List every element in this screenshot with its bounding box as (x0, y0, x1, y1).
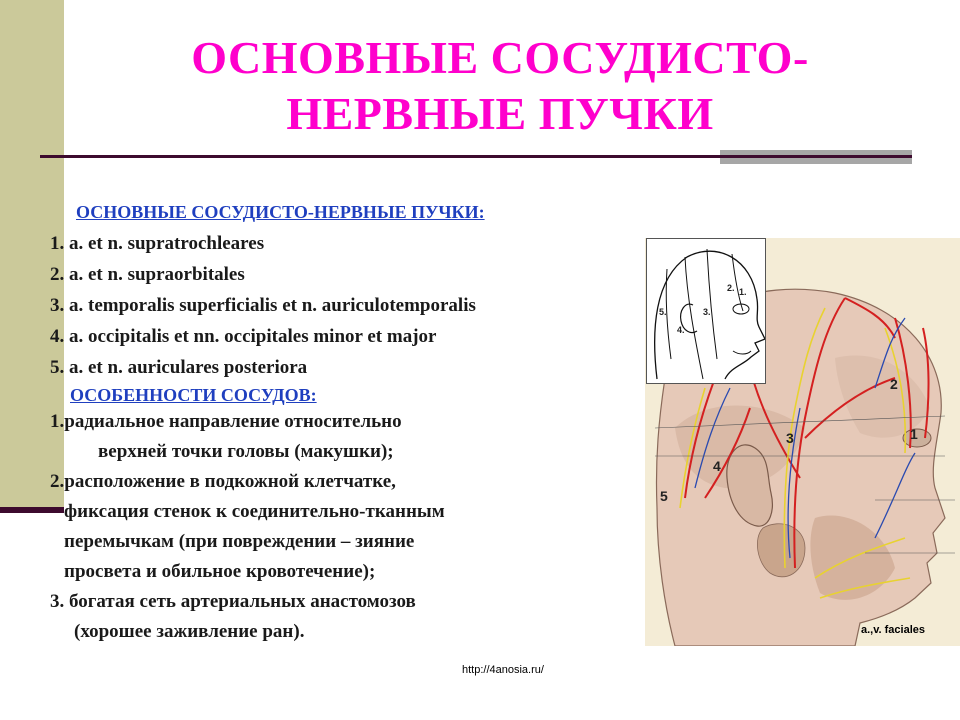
inset-label-2: 2. (727, 283, 735, 293)
inset-label-4: 4. (677, 325, 685, 335)
figure-label-2: 2 (890, 376, 898, 392)
feature-line-6: просвета и обильное кровотечение); (64, 561, 376, 582)
title-line-2: НЕРВНЫЕ ПУЧКИ (286, 88, 714, 139)
feature-line-4: фиксация стенок к соединительно-тканным (64, 501, 445, 522)
bundles-heading: ОСНОВНЫЕ СОСУДИСТО-НЕРВНЫЕ ПУЧКИ: (76, 202, 485, 222)
figure-label-3: 3 (786, 430, 794, 446)
bundle-item-5: 5. a. et n. auriculares posteriora (50, 357, 308, 378)
feature-line-5: перемычкам (при повреждении – зияние (64, 531, 415, 552)
title-rule-overlay (720, 155, 912, 158)
bundle-item-3: 3. a. temporalis superficialis et n. auriculotemporalis (50, 295, 476, 316)
feature-line-1: 1.радиальное направление относительно (50, 411, 402, 432)
feature-line-3: 2.расположение в подкожной клетчатке, (50, 471, 396, 492)
source-url: http://4anosia.ru/ (462, 664, 544, 676)
figure-label-4: 4 (713, 458, 721, 474)
inset-label-5: 5. (659, 307, 667, 317)
title-line-1: ОСНОВНЫЕ СОСУДИСТО- (191, 32, 809, 83)
feature-line-2: верхней точки головы (макушки); (98, 441, 394, 462)
slide-content (50, 200, 660, 647)
bundle-item-4: 4. a. occipitalis et nn. occipitales minor et major (50, 326, 437, 347)
bundle-item-2: 2. a. et n. supraorbitales (50, 264, 245, 285)
feature-line-7: 3. богатая сеть артериальных анастомозов (50, 591, 416, 612)
slide-title (100, 30, 900, 142)
figure-label-5: 5 (660, 488, 668, 504)
feature-line-8: (хорошее заживление ран). (74, 621, 305, 642)
bundle-item-1: 1. a. et n. supratrochleares (50, 233, 265, 254)
inset-label-3: 3. (703, 307, 711, 317)
features-heading: ОСОБЕННОСТИ СОСУДОВ: (70, 385, 317, 405)
inset-label-1: 1. (739, 287, 747, 297)
inset-diagram (646, 238, 766, 384)
figure-label-1: 1 (910, 426, 918, 442)
figure-caption: a.,v. faciales (861, 624, 926, 636)
